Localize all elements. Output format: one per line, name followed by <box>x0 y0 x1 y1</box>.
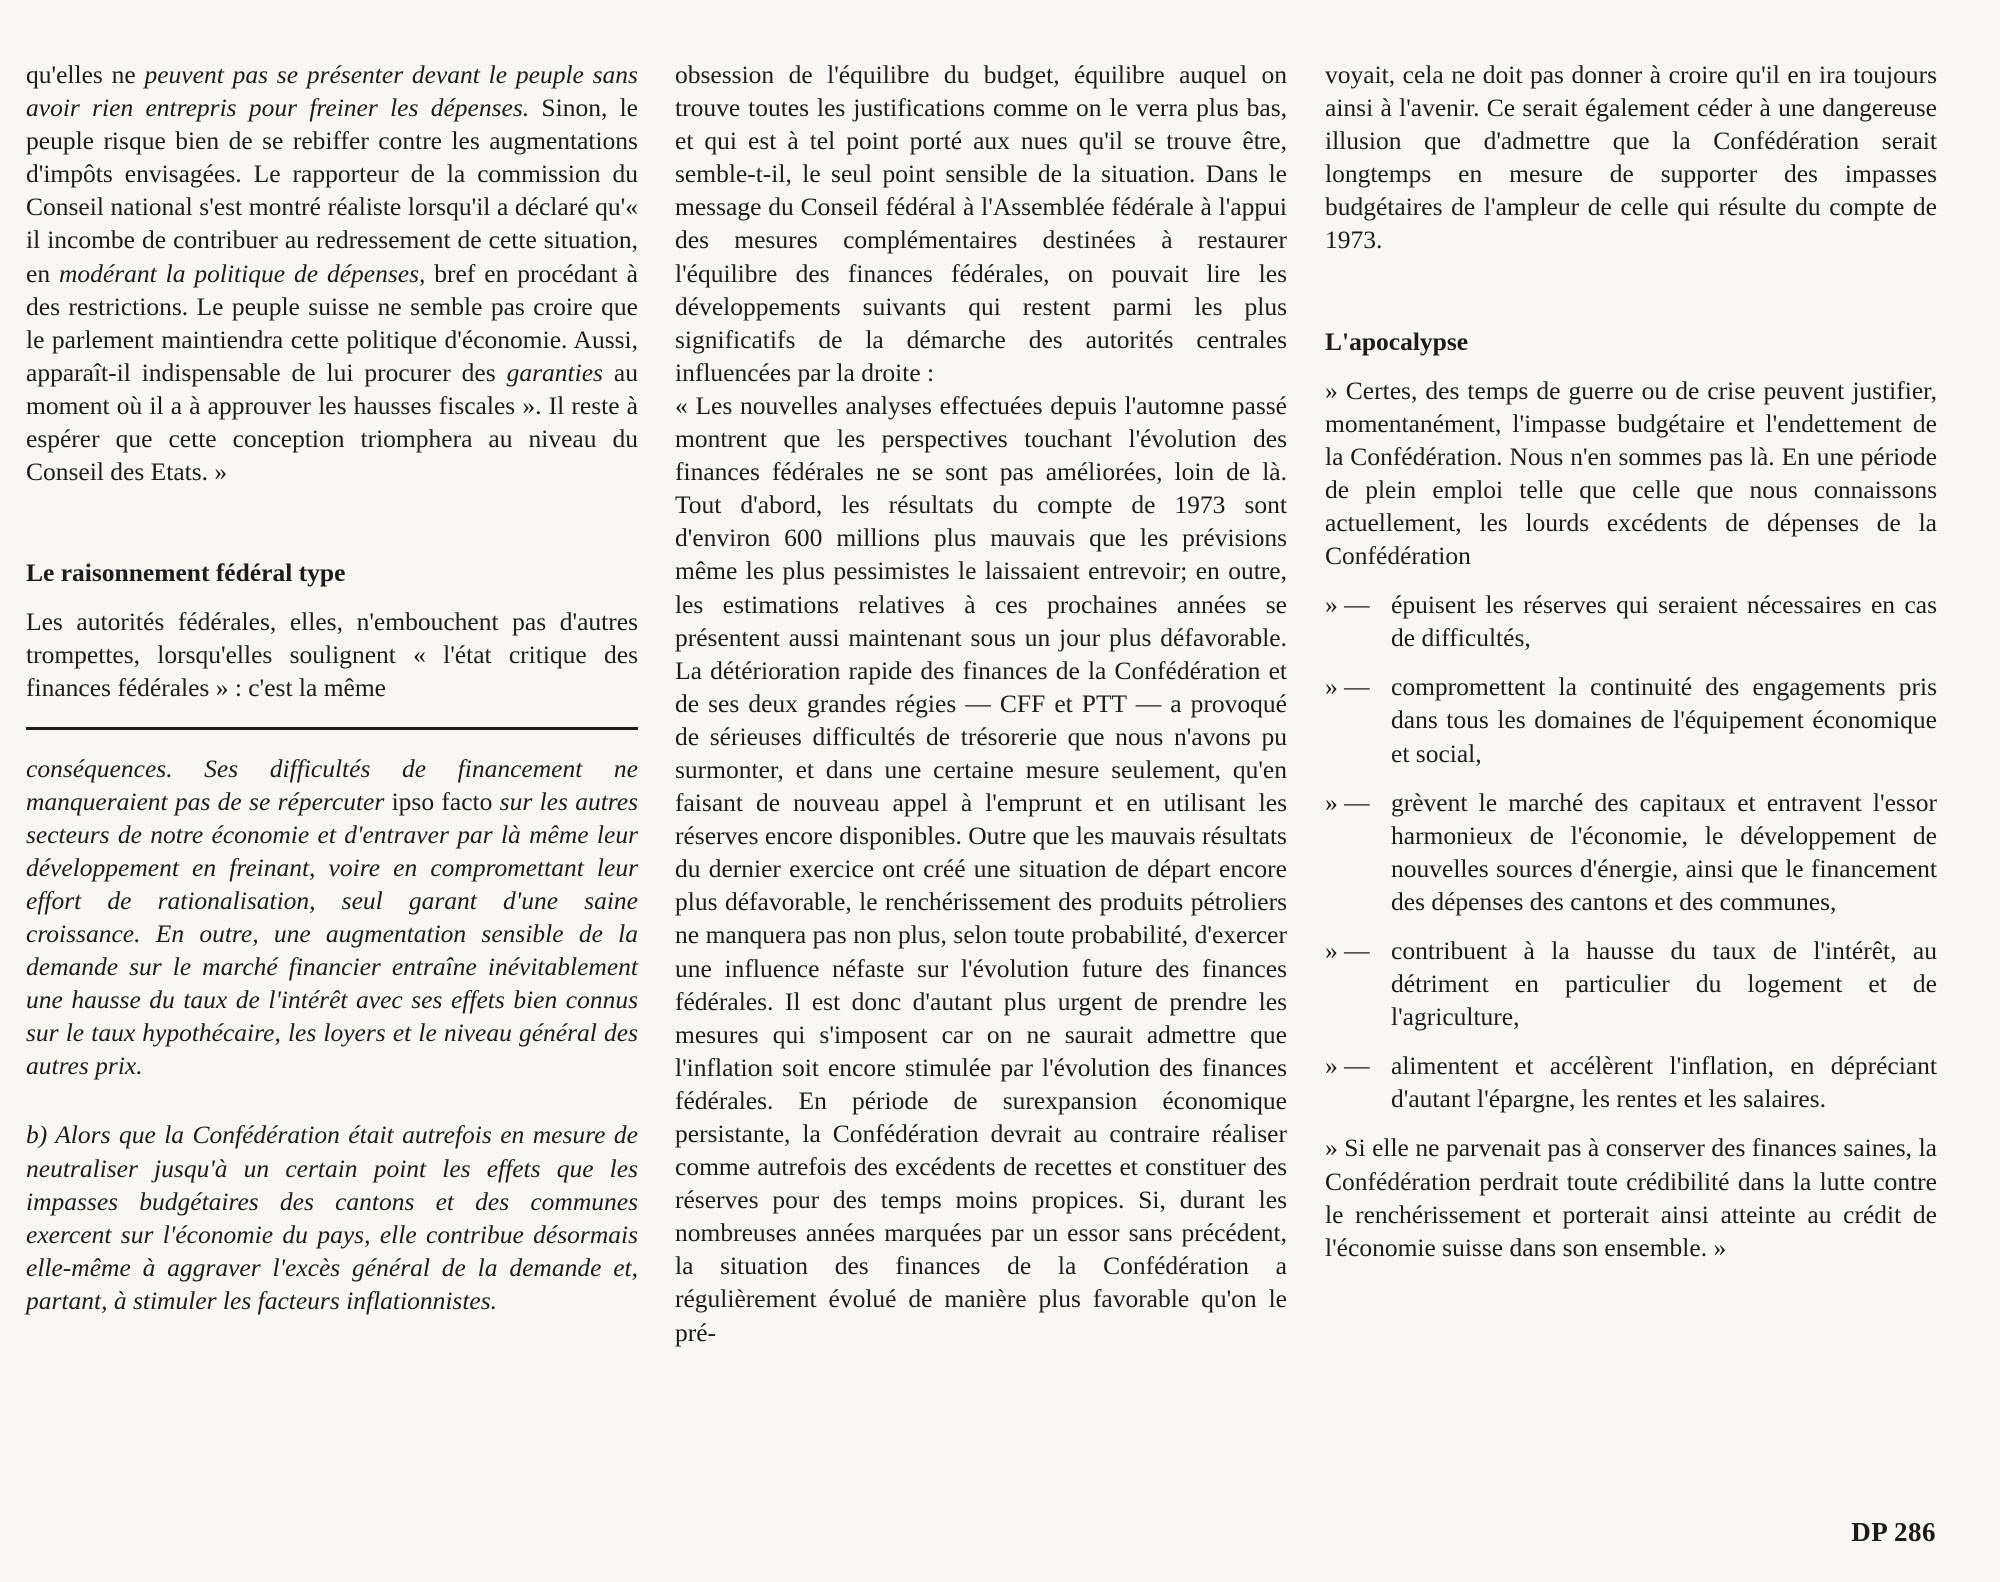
column-middle <box>675 58 1287 1349</box>
spacer <box>26 488 638 556</box>
italic-run: sur les autres secteurs de notre économie et d'entraver par là même leur développement en freinant, voire en compromettant leur effort de rationalisation, seul garant d'une saine croissance. En outre, une augmentation sensible de la demande sur le marché financier entraîne inévitablement une hausse du taux de l'intérêt avec ses effets bien connus sur le taux hypothécaire, les loyers et le niveau général des autres prix. <box>26 786 639 1081</box>
column-right <box>1325 58 1937 1264</box>
list-item <box>1325 786 1937 918</box>
spacer <box>26 589 638 605</box>
dash-marker: » — <box>1325 787 1370 817</box>
spacer <box>1325 918 1937 934</box>
paragraph: » Certes, des temps de guerre ou de crise peuvent justifier, momentanément, l'impasse budgétaire et l'endettement de la Confédération. Nous n'en sommes pas là. En une période de plein emploi telle que celle que nous connaissons actuellement, les lourds excédents de dépenses de la Confédération <box>1325 375 1937 571</box>
spacer <box>26 1082 638 1118</box>
column-left <box>26 58 638 1317</box>
page-number: DP 286 <box>1851 1517 1936 1547</box>
italic-run: peuvent pas se présenter devant le peuple sans avoir rien entrepris pour freiner les dépenses. <box>26 60 638 123</box>
spacer <box>1325 1115 1937 1131</box>
italic-run: modérant la politique de dépenses, <box>58 258 426 288</box>
list-item-text: épuisent les réserves qui seraient nécessaires en cas de difficultés, <box>1391 590 1937 653</box>
list-item-text: compromettent la continuité des engagements pris dans tous les domaines de l'équipement économique et social, <box>1391 672 1937 768</box>
spacer <box>1325 572 1937 588</box>
dash-marker: » — <box>1325 672 1370 702</box>
spacer <box>1325 358 1937 374</box>
list-item <box>1325 934 1937 1033</box>
list-item <box>1325 1049 1937 1115</box>
list-item <box>1325 670 1937 769</box>
list-item-text: alimentent et accélèrent l'inflation, en dépréciant d'autant l'épargne, les rentes et les salaires. <box>1391 1051 1937 1114</box>
section-heading: Le raisonnement fédéral type <box>26 558 346 588</box>
text-run: qu'elles ne <box>26 60 145 89</box>
paragraph: « Les nouvelles analyses effectuées depuis l'automne passé montrent que les perspectives touchant l'évolution des finances fédérales ne se sont pas améliorées, loin de là. Tout d'abord, les résultats du compte de 1973 sont d'environ 600 millions plus mauvais que les prévisions même les plus pessimistes le laissaient entrevoir; en outre, les estimations relatives à ces prochaines années se présentent aussi maintenant sous un jour plus défavorable. La détérioration rapide des finances de la Confédération et de ses deux grandes régies — CFF et PTT — a provoqué de sérieuses difficultés de trésorerie que nous n'avons pu surmonter, et dans une certaine mesure seulement, qu'en faisant de nouveau appel à l'emprunt et en utilisant les réserves encore disponibles. Outre que les mauvais résultats du dernier exercice ont créé une situation de départ encore plus défavorable, le renchérissement des produits pétroliers ne manquera pas non plus, selon toute probabilité, d'exercer une influence néfaste sur l'évolution future des finances fédérales. Il est donc d'autant plus urgent de prendre les mesures qui s'imposent car on ne saurait admettre que l'inflation soit encore stimulée par l'évolution des finances fédérales. En période de surexpansion économique persistante, la Confédération devrait au contraire réaliser comme autrefois des excédents de recettes et constituer des réserves pour des temps moins propices. Si, durant les nombreuses années marquées par un essor sans précédent, la situation des finances de la Confédération a régulièrement évolué de manière plus favorable qu'on le pré- <box>675 390 1287 1347</box>
text-run: Sinon, le peuple risque bien de se rebiffer contre les augmentations d'impôts envisagées. Le rapporteur de la commission du Conseil national s'est montré réaliste lorsqu'il a déclaré qu'« il incombe de contribuer au redressement de cette situation, en <box>26 93 639 288</box>
italic-run: garanties <box>506 357 603 387</box>
horizontal-rule <box>26 727 638 730</box>
spacer <box>1325 257 1937 325</box>
list-item-text: grèvent le marché des capitaux et entravent l'essor harmonieux de l'économie, le développement de nouvelles sources d'énergie, ainsi que le financement des dépenses des cantons et des communes, <box>1391 787 1937 916</box>
paragraph <box>26 58 638 488</box>
text-run: au moment où il a à approuver les hausses fiscales ». Il reste à espérer que cette conception triomphera au niveau du Conseil des Etats. » <box>26 357 638 487</box>
spacer <box>1325 654 1937 670</box>
list-item-text: contribuent à la hausse du taux de l'intérêt, au détriment en particulier du logement et de l'agriculture, <box>1391 935 1937 1032</box>
text-run: ipso facto <box>384 786 500 816</box>
dash-marker: » — <box>1325 590 1370 620</box>
spacer <box>1325 1033 1937 1049</box>
spacer <box>1325 770 1937 786</box>
paragraph: obsession de l'équilibre du budget, équilibre auquel on trouve toutes les justifications comme on le verra plus bas, et qui est à tel point porté aux nues qu'il se trouve être, semble-t-il, le seul point sensible de la situation. Dans le message du Conseil fédéral à l'Assemblée fédérale à l'appui des mesures complémentaires destinées à restaurer l'équilibre des finances fédérales, on pouvait lire les développements suivants qui restent parmi les plus significatifs de la démarche des autorités centrales influencées par la droite : <box>675 60 1287 387</box>
paragraph: Les autorités fédérales, elles, n'embouchent pas d'autres trompettes, lorsqu'elles soulignent « l'état critique des finances fédérales » : c'est la même <box>26 607 638 703</box>
section-heading: L'apocalypse <box>1325 326 1469 356</box>
paragraph: » Si elle ne parvenait pas à conserver des finances saines, la Confédération perdrait toute crédibilité dans la lutte contre le renchérissement et porterait ainsi atteinte au crédit de l'économie suisse dans son ensemble. » <box>1325 1133 1937 1262</box>
list-item <box>1325 588 1937 654</box>
paragraph <box>26 752 638 1083</box>
text-run: bref en procédant à des restrictions. Le peuple suisse ne semble pas croire que le parlement maintiendra cette politique d'économie. Aussi, apparaît-il indispensable de lui procurer des <box>26 258 638 387</box>
dash-marker: » — <box>1325 935 1370 965</box>
paragraph: b) Alors que la Confédération était autrefois en mesure de neutraliser jusqu'à un certain point les effets que les impasses budgétaires des cantons et des communes exercent sur l'économie du pays, elle contribue désormais elle-même à aggraver l'excès général de la demande et, partant, à stimuler les facteurs inflationnistes. <box>26 1120 638 1315</box>
paragraph: voyait, cela ne doit pas donner à croire qu'il en ira toujours ainsi à l'avenir. Ce serait également céder à une dangereuse illusion que d'admettre que la Confédération serait longtemps en mesure de supporter des impasses budgétaires de l'ampleur de celle qui résulte du compte de 1973. <box>1325 60 1937 255</box>
dash-marker: » — <box>1325 1051 1370 1081</box>
italic-run: conséquences. Ses difficultés de financement ne manqueraient pas de se répercuter <box>26 753 638 816</box>
